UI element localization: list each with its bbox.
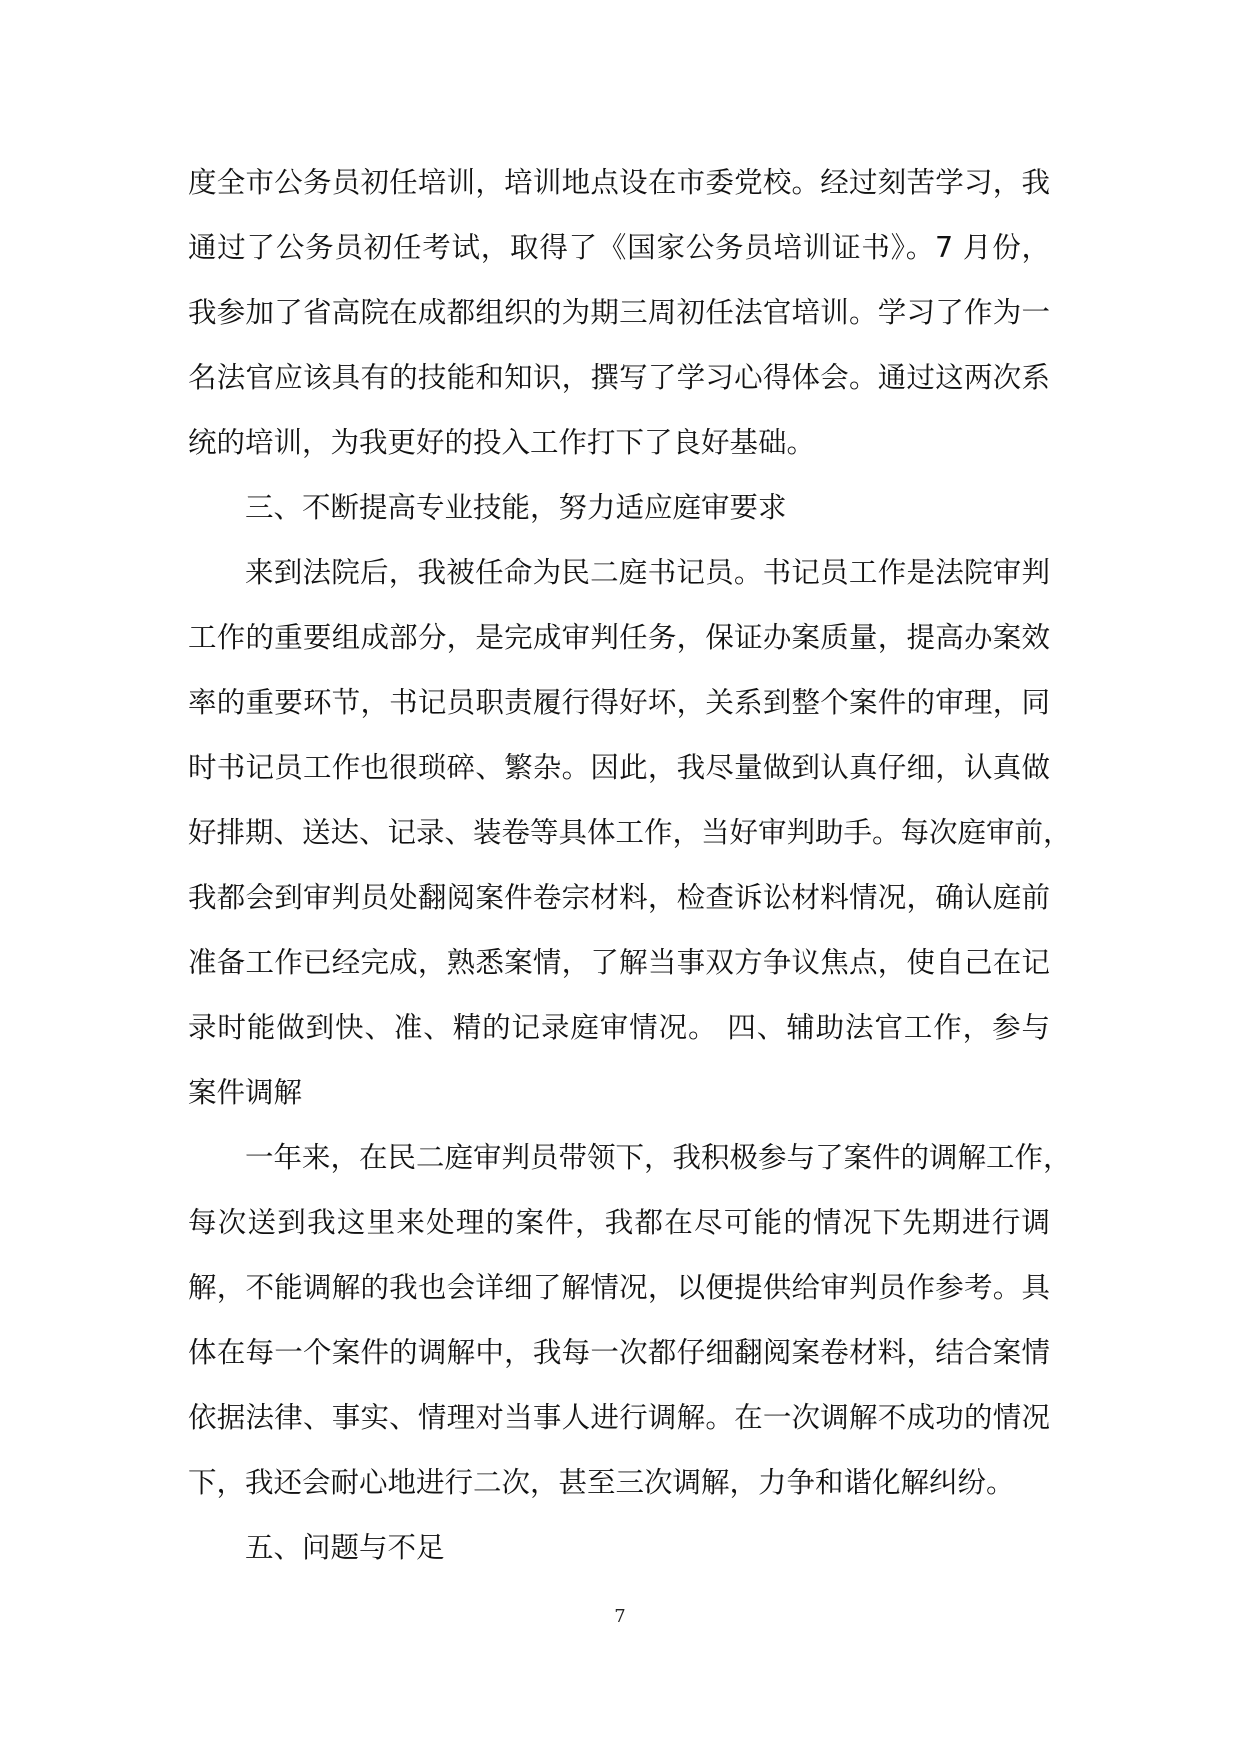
text-line: 案件调解 [188,1076,303,1109]
body-text [188,150,1072,1580]
text-line: 解，不能调解的我也会详细了解情况，以便提供给审判员作参考。具 [188,1271,1050,1304]
section-heading: 三、不断提高专业技能，努力适应庭审要求 [245,491,787,524]
text-line: 通过了公务员初任考试，取得了《国家公务员培训证书》。7 月份， [188,231,1050,264]
page-number: 7 [614,1606,626,1627]
text-line: 率的重要环节，书记员职责履行得好坏，关系到整个案件的审理，同 [188,686,1050,719]
text-line: 依据法律、事实、情理对当事人进行调解。在一次调解不成功的情况 [188,1401,1050,1434]
text-line: 我参加了省高院在成都组织的为期三周初任法官培训。学习了作为一 [188,296,1050,329]
text-line: 准备工作已经完成，熟悉案情，了解当事双方争议焦点，使自己在记 [188,946,1050,979]
text-line: 时书记员工作也很琐碎、繁杂。因此，我尽量做到认真仔细，认真做 [188,751,1050,784]
text-line: 录时能做到快、准、精的记录庭审情况。 四、辅助法官工作，参与 [188,1011,1050,1044]
text-line: 每次送到我这里来处理的案件，我都在尽可能的情况下先期进行调 [188,1206,1050,1239]
text-line: 统的培训，为我更好的投入工作打下了良好基础。 [188,426,816,459]
text-line: 工作的重要组成部分，是完成审判任务，保证办案质量，提高办案效 [188,621,1050,654]
text-line: 一年来，在民二庭审判员带领下，我积极参与了案件的调解工作， [245,1141,1072,1174]
text-line: 我都会到审判员处翻阅案件卷宗材料，检查诉讼材料情况，确认庭前 [188,881,1050,914]
text-line: 来到法院后，我被任命为民二庭书记员。书记员工作是法院审判 [245,556,1050,589]
text-line: 度全市公务员初任培训，培训地点设在市委党校。经过刻苦学习，我 [188,166,1050,199]
text-line: 好排期、送达、记录、装卷等具体工作，当好审判助手。每次庭审前， [188,816,1072,849]
text-line: 下，我还会耐心地进行二次，甚至三次调解，力争和谐化解纠纷。 [188,1466,1015,1499]
text-line: 名法官应该具有的技能和知识，撰写了学习心得体会。通过这两次系 [188,361,1050,394]
text-line: 体在每一个案件的调解中，我每一次都仔细翻阅案卷材料，结合案情 [188,1336,1050,1369]
section-heading: 五、问题与不足 [245,1531,445,1564]
